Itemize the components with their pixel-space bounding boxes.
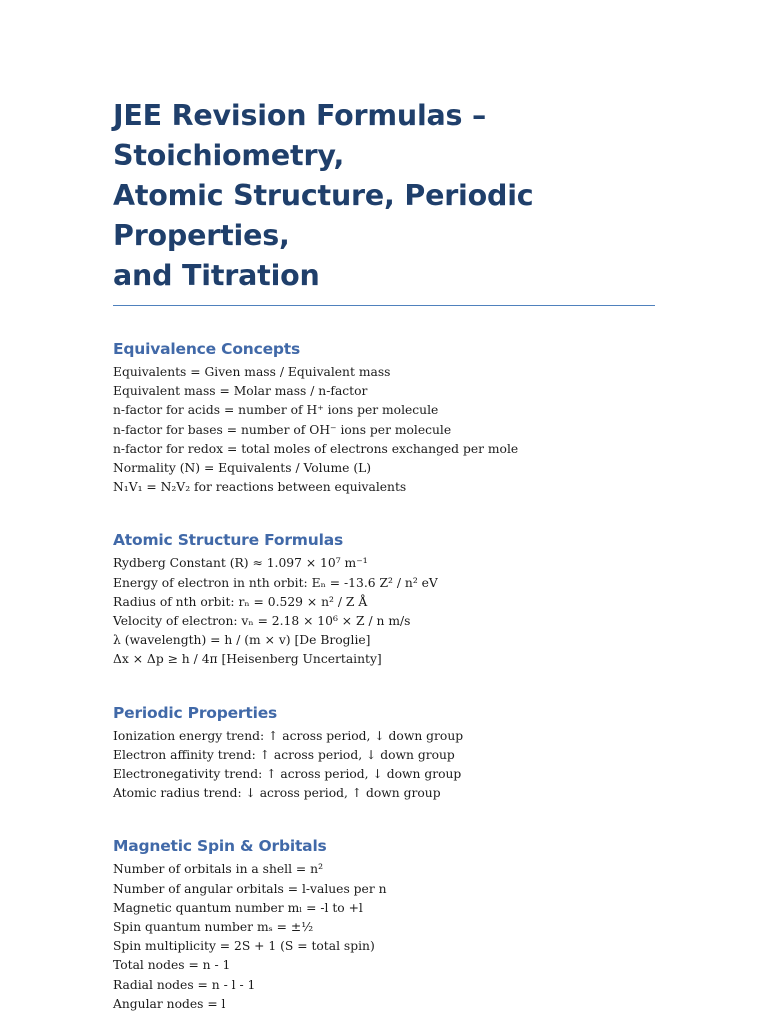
title-line: and Titration — [113, 259, 320, 292]
document-page — [113, 96, 655, 1014]
formula-line: Atomic radius trend: ↓ across period, ↑ down group — [113, 786, 441, 801]
formula-line: Radius of nth orbit: rₙ = 0.529 × n² / Z Å — [113, 594, 368, 609]
formula-line: Magnetic quantum number mₗ = -l to +l — [113, 900, 363, 915]
formula-line: Ionization energy trend: ↑ across period, ↓ down group — [113, 728, 464, 743]
formula-line: Electronegativity trend: ↑ across period, ↓ down group — [113, 767, 462, 782]
section-heading: Equivalence Concepts — [113, 340, 301, 358]
section-periodic-properties — [113, 703, 655, 804]
formula-line: λ (wavelength) = h / (m × v) [De Broglie] — [113, 633, 371, 648]
formula-line: Total nodes = n - 1 — [113, 958, 231, 973]
formula-line: Spin multiplicity = 2S + 1 (S = total spin) — [113, 939, 375, 954]
formula-line: Number of orbitals in a shell = n² — [113, 862, 323, 877]
formula-line: n-factor for acids = number of H⁺ ions per molecule — [113, 403, 439, 418]
title-line: JEE Revision Formulas – Stoichiometry, — [113, 99, 487, 172]
formula-line: n-factor for redox = total moles of electrons exchanged per mole — [113, 441, 519, 456]
formula-line: Radial nodes = n - l - 1 — [113, 977, 256, 992]
section-magnetic-spin-orbitals — [113, 836, 655, 1014]
formula-line: Number of angular orbitals = l-values per n — [113, 881, 387, 896]
formula-line: Rydberg Constant (R) ≈ 1.097 × 10⁷ m⁻¹ — [113, 556, 368, 571]
formula-line: Energy of electron in nth orbit: Eₙ = -13.6 Z² / n² eV — [113, 575, 438, 590]
formula-line: Angular nodes = l — [113, 996, 226, 1011]
section-equivalence-concepts — [113, 339, 655, 497]
section-heading: Atomic Structure Formulas — [113, 531, 343, 550]
formula-line: Normality (N) = Equivalents / Volume (L) — [113, 461, 372, 476]
formula-line: Spin quantum number mₛ = ±½ — [113, 920, 314, 935]
section-heading: Periodic Properties — [113, 703, 278, 722]
formula-line: n-factor for bases = number of OH⁻ ions per molecule — [113, 422, 452, 437]
formula-line: Equivalent mass = Molar mass / n-factor — [113, 384, 368, 399]
formula-line: N₁V₁ = N₂V₂ for reactions between equivalents — [113, 480, 407, 495]
formula-line: Velocity of electron: vₙ = 2.18 × 10⁶ × Z / n m/s — [113, 614, 411, 629]
title-line: Atomic Structure, Periodic Properties, — [113, 179, 534, 252]
formula-line: Electron affinity trend: ↑ across period, ↓ down group — [113, 747, 455, 762]
formula-line: Equivalents = Given mass / Equivalent mass — [113, 365, 391, 379]
section-atomic-structure — [113, 530, 655, 669]
section-heading: Magnetic Spin & Orbitals — [113, 837, 327, 856]
title-divider — [113, 305, 655, 306]
formula-line: Δx × Δp ≥ h / 4π [Heisenberg Uncertainty] — [113, 652, 382, 667]
document-title — [113, 96, 655, 296]
